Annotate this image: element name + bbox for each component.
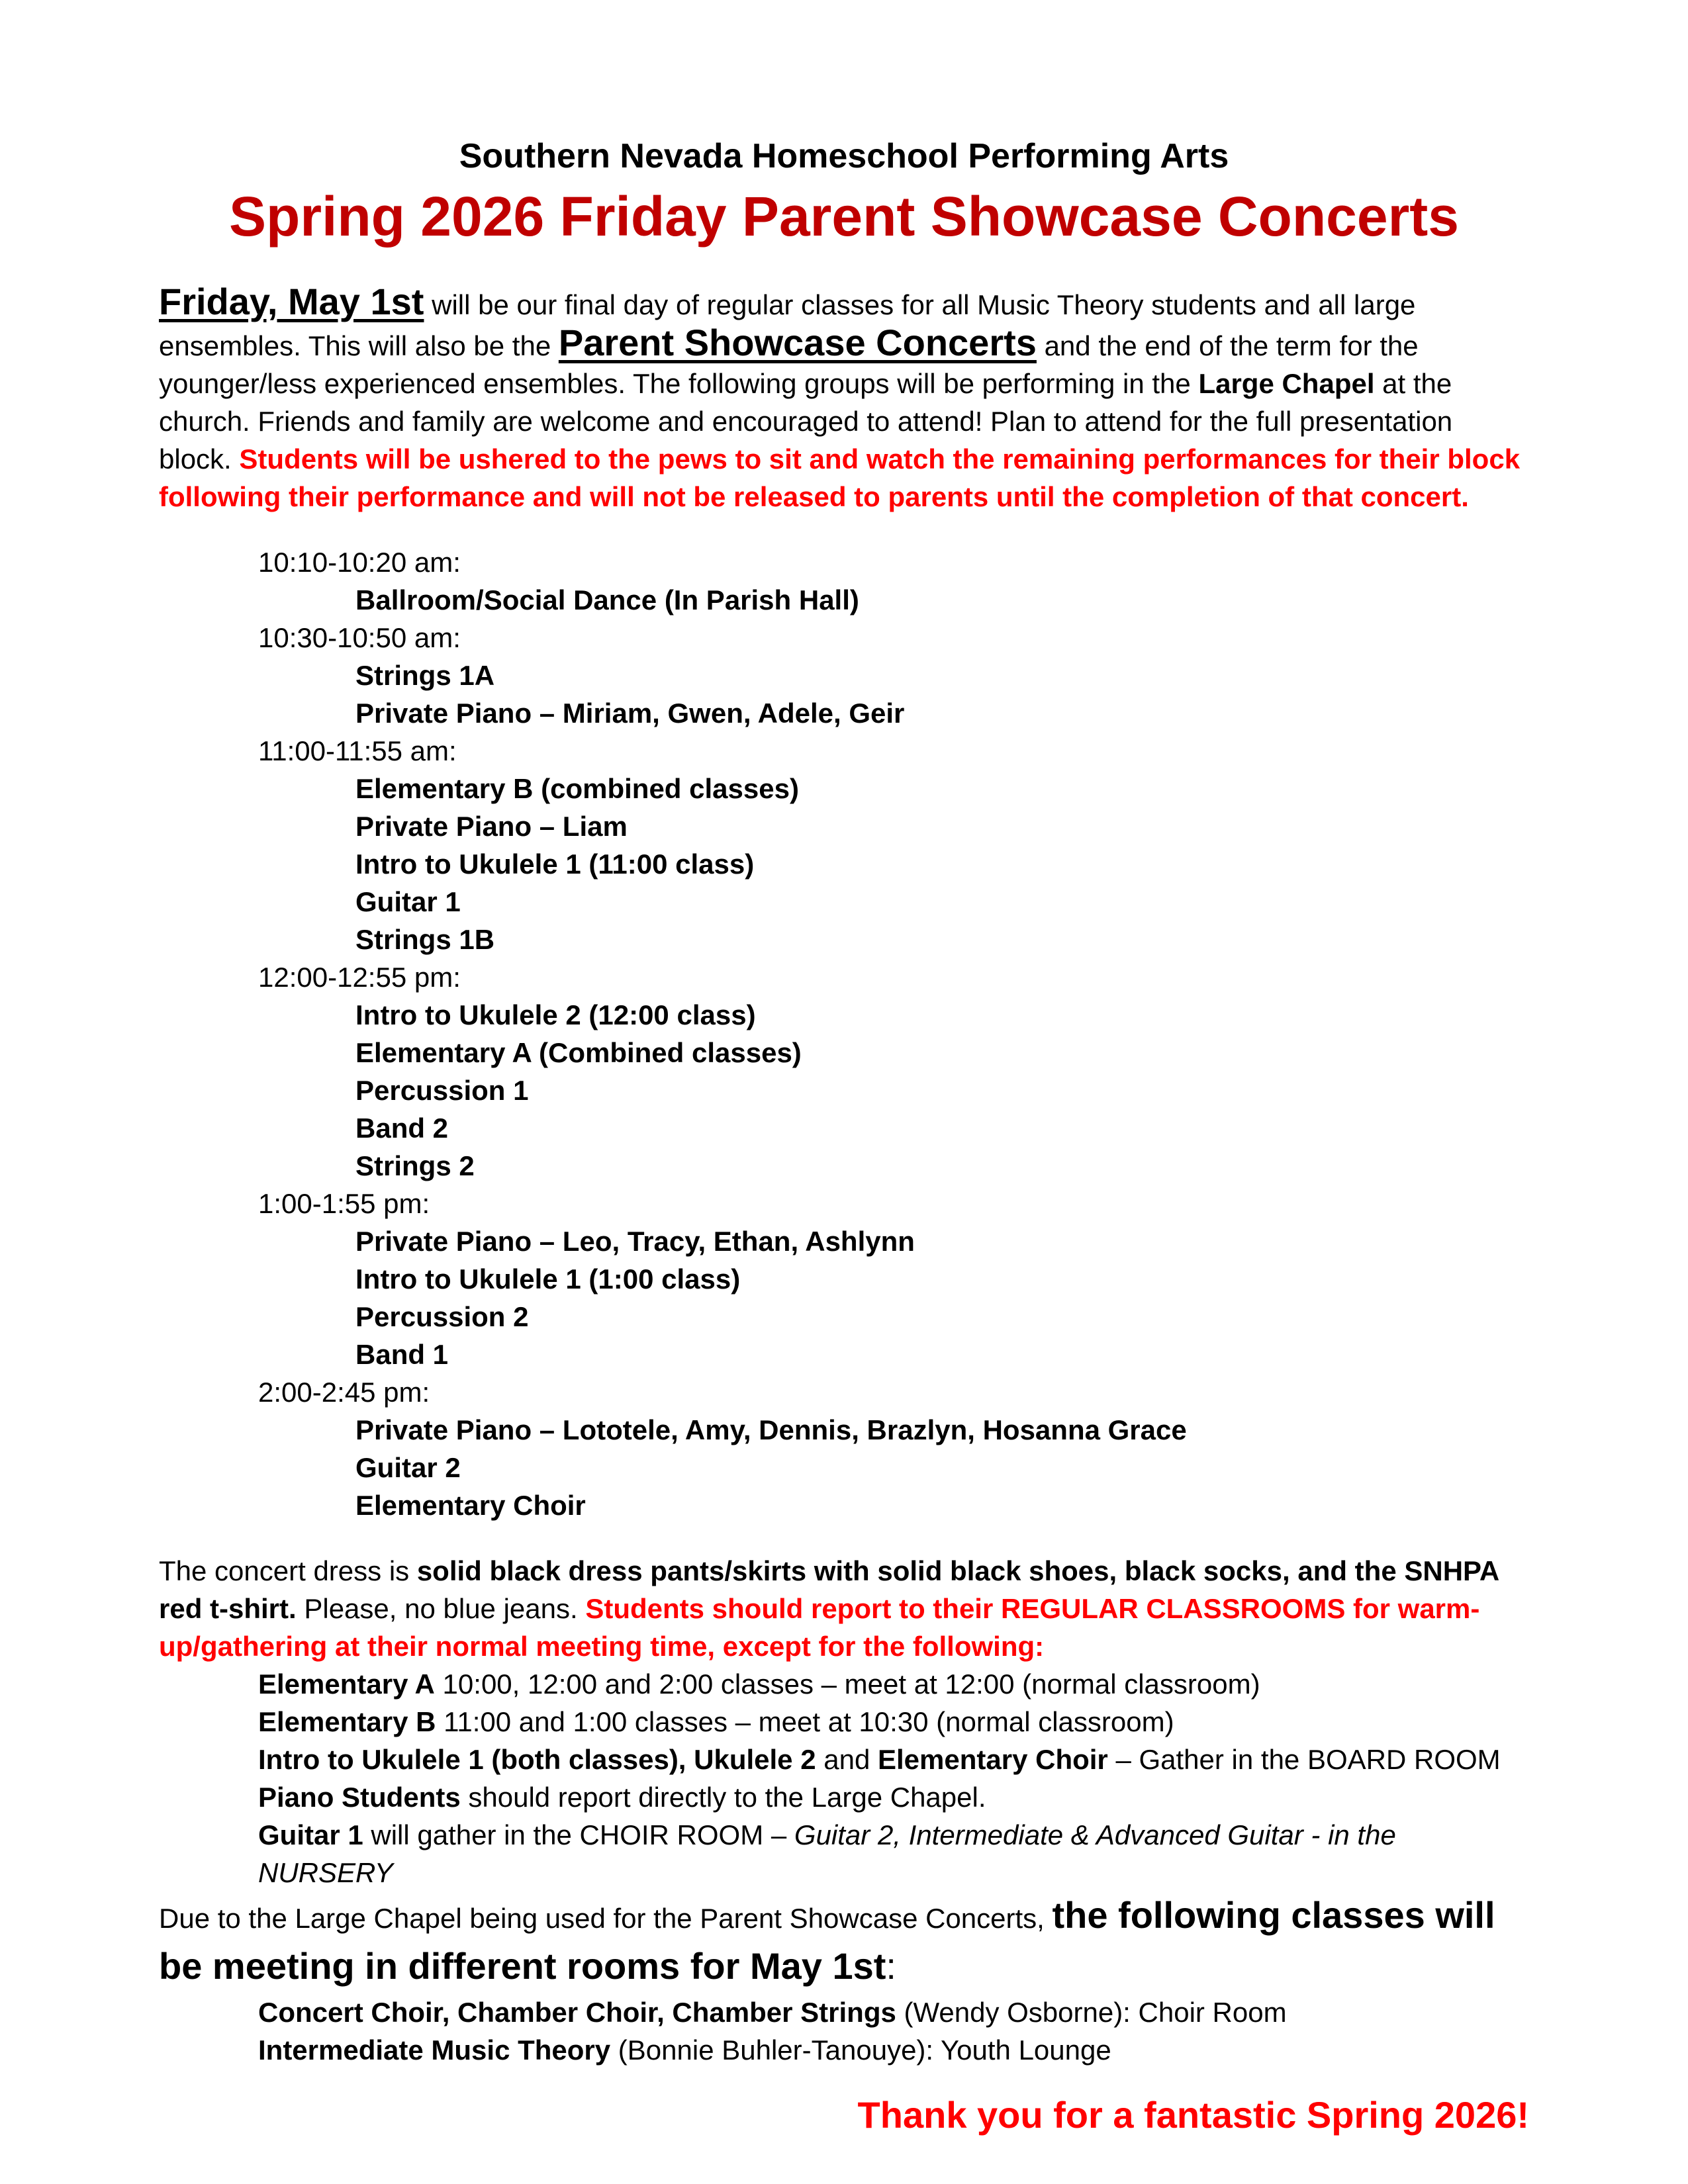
closing-message: Thank you for a fantastic Spring 2026! (857, 2094, 1529, 2136)
schedule-item: Strings 1B (355, 924, 495, 955)
exception-line (258, 1665, 1529, 1703)
intro-date: Friday, May 1st (159, 281, 424, 322)
schedule-item: Ballroom/Social Dance (In Parish Hall) (355, 584, 859, 615)
exception-class: Piano Students (258, 1782, 461, 1813)
schedule-item: Intro to Ukulele 2 (12:00 class) (355, 999, 756, 1030)
room-change-colon: : (886, 1945, 896, 1987)
schedule-item: Private Piano – Liam (355, 811, 628, 842)
dress-report-instructions: Students should report to their REGULAR CLASSROOMS for warm-up/gathering at their normal meeting time, except for the following: (159, 1593, 1480, 1662)
schedule-item: Elementary Choir (355, 1490, 586, 1521)
exception-class: Intro to Ukulele 1 (both classes), Ukulele 2 (258, 1744, 816, 1775)
intro-event-name: Parent Showcase Concerts (558, 322, 1037, 363)
exceptions-list (159, 1665, 1529, 1891)
dress-text: The concert dress is (159, 1555, 417, 1586)
room-assignments (159, 1993, 1529, 2069)
schedule-time: 12:00-12:55 pm: (258, 962, 461, 993)
schedule-time: 1:00-1:55 pm: (258, 1188, 430, 1219)
schedule-item: Strings 1A (355, 660, 495, 691)
exception-detail: should report directly to the Large Chapel. (460, 1782, 986, 1813)
exception-detail: and (816, 1744, 878, 1775)
document-title: Spring 2026 Friday Parent Showcase Concerts (228, 185, 1459, 248)
intro-text: and the end of the term for the younger/less experienced ensembles. The following groups will be performing in the (159, 330, 1419, 399)
schedule-item: Guitar 1 (355, 886, 461, 917)
schedule-time: 10:10-10:20 am: (258, 547, 461, 578)
intro-text: at the church. Friends and family are welcome and encouraged to attend! Plan to attend for the full presentation block. (159, 368, 1453, 475)
exception-class: Elementary B (258, 1706, 436, 1737)
room-change-emphasis: the following classes will be meeting in different rooms for May 1st (159, 1894, 1495, 1987)
room-classes: Concert Choir, Chamber Choir, Chamber Strings (258, 1997, 896, 2028)
exception-detail: – Gather in the BOARD ROOM (1107, 1744, 1501, 1775)
schedule-item: Elementary B (combined classes) (355, 773, 799, 804)
exception-line (258, 1703, 1529, 1741)
schedule-time: 2:00-2:45 pm: (258, 1377, 430, 1408)
schedule-item: Percussion 2 (355, 1301, 529, 1332)
schedule-item: Band 2 (355, 1113, 449, 1144)
intro-paragraph (159, 283, 1529, 516)
concert-schedule (159, 543, 1529, 1524)
exception-line (258, 1778, 1529, 1816)
exception-class: Guitar 1 (258, 1819, 363, 1850)
intro-text: will be our final day of regular classes for all Music Theory students and all large ensembles. This will also be the (159, 289, 1416, 361)
exception-class: Elementary A (258, 1668, 435, 1700)
schedule-item: Percussion 1 (355, 1075, 529, 1106)
exception-detail: 10:00, 12:00 and 2:00 classes – meet at 12:00 (normal classroom) (434, 1668, 1260, 1700)
schedule-item: Private Piano – Leo, Tracy, Ethan, Ashlynn (355, 1226, 915, 1257)
exception-line (258, 1816, 1529, 1891)
schedule-time: 11:00-11:55 am: (258, 735, 457, 766)
room-location: (Wendy Osborne): Choir Room (896, 1997, 1287, 2028)
schedule-item: Intro to Ukulele 1 (11:00 class) (355, 848, 755, 880)
dress-code-paragraph (159, 1552, 1529, 1665)
exception-line (258, 1741, 1529, 1778)
organization-name: Southern Nevada Homeschool Performing Arts (459, 137, 1229, 175)
schedule-time: 10:30-10:50 am: (258, 622, 461, 653)
intro-venue: Large Chapel (1198, 368, 1375, 399)
exception-detail: 11:00 and 1:00 classes – meet at 10:30 (normal classroom) (436, 1706, 1174, 1737)
exception-class: Elementary Choir (878, 1744, 1108, 1775)
intro-warning: Students will be ushered to the pews to sit and watch the remaining performances for their block following their performance and will not be released to parents until the completion of that concert. (159, 443, 1521, 512)
schedule-item: Strings 2 (355, 1150, 475, 1181)
room-assignment-line (258, 1993, 1529, 2031)
schedule-item: Intro to Ukulele 1 (1:00 class) (355, 1263, 741, 1295)
room-change-text: Due to the Large Chapel being used for the Parent Showcase Concerts, (159, 1903, 1053, 1934)
room-change-paragraph (159, 1891, 1529, 1993)
room-classes: Intermediate Music Theory (258, 2034, 611, 2066)
dress-requirements: solid black dress pants/skirts with solid black shoes, black socks, and the SNHPA red t-shirt. (159, 1555, 1499, 1624)
schedule-item: Private Piano – Lototele, Amy, Dennis, Brazlyn, Hosanna Grace (355, 1414, 1187, 1445)
schedule-item: Elementary A (Combined classes) (355, 1037, 802, 1068)
room-location: (Bonnie Buhler-Tanouye): Youth Lounge (610, 2034, 1111, 2066)
dress-text: Please, no blue jeans. (296, 1593, 586, 1624)
schedule-item: Private Piano – Miriam, Gwen, Adele, Geir (355, 698, 905, 729)
exception-detail: will gather in the CHOIR ROOM – (363, 1819, 794, 1850)
schedule-item: Band 1 (355, 1339, 449, 1370)
room-assignment-line (258, 2031, 1529, 2069)
schedule-item: Guitar 2 (355, 1452, 461, 1483)
exception-detail-italic: Guitar 2, Intermediate & Advanced Guitar - in the NURSERY (258, 1819, 1396, 1888)
